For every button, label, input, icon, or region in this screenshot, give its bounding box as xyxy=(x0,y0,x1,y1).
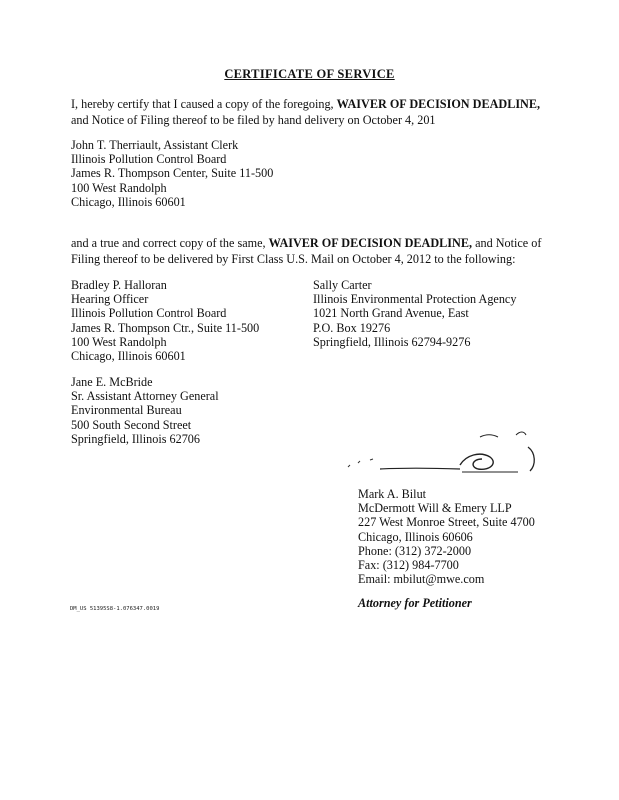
signatory-fax: Fax: (312) 984-7700 xyxy=(358,557,459,572)
certification-text-end: and Notice of Filing thereof to be filed by hand delivery on October 4, 201 xyxy=(71,112,436,127)
signatory-name: Mark A. Bilut xyxy=(358,487,427,501)
address-line: 500 South Second Street xyxy=(71,417,192,432)
address-line: Illinois Pollution Control Board xyxy=(71,306,227,321)
certification-paragraph xyxy=(71,97,549,128)
address-line: P.O. Box 19276 xyxy=(313,320,391,335)
document-name-bold: WAIVER OF DECISION DEADLINE, xyxy=(268,236,473,250)
clerk-address-block xyxy=(71,138,273,209)
recipient-carter-block xyxy=(313,278,516,349)
recipient-halloran-block xyxy=(71,278,259,363)
signatory-email: Email: mbilut@mwe.com xyxy=(358,572,485,587)
service-text-start: and a true and correct copy of the same, xyxy=(71,236,269,250)
document-code: DM_US 51395S8-1.076347.0019 xyxy=(70,606,160,612)
service-paragraph xyxy=(71,236,549,267)
address-line: Jane E. McBride xyxy=(71,375,153,389)
address-line: Springfield, Illinois 62794-9276 xyxy=(313,334,471,349)
document-title: CERTIFICATE OF SERVICE xyxy=(224,67,395,81)
signatory-city: Chicago, Illinois 60606 xyxy=(358,529,473,544)
address-line: Hearing Officer xyxy=(71,292,149,307)
address-line: 1021 North Grand Avenue, East xyxy=(313,306,469,321)
address-line: James R. Thompson Center, Suite 11-500 xyxy=(71,166,274,181)
service-text-end: and Notice of Filing thereof to be delivered by First Class U.S. Mail on October 4, 2012 to the following: xyxy=(71,236,542,266)
address-line: Sally Carter xyxy=(313,278,372,292)
address-line: Illinois Environmental Protection Agency xyxy=(313,292,517,307)
address-line: Illinois Pollution Control Board xyxy=(71,152,227,167)
signatory-block xyxy=(358,487,535,586)
address-line: 100 West Randolph xyxy=(71,180,167,195)
signatory-phone: Phone: (312) 372-2000 xyxy=(358,543,472,558)
recipient-mcbride-block xyxy=(71,375,219,446)
address-line: Chicago, Illinois 60601 xyxy=(71,194,186,209)
address-line: 100 West Randolph xyxy=(71,334,167,349)
signature-drawing xyxy=(340,425,550,481)
address-line: Chicago, Illinois 60601 xyxy=(71,348,186,363)
address-line: Bradley P. Halloran xyxy=(71,278,167,292)
signatory-firm: McDermott Will & Emery LLP xyxy=(358,501,512,516)
address-line: Springfield, Illinois 62706 xyxy=(71,431,200,446)
address-line: Environmental Bureau xyxy=(71,403,182,418)
attorney-for-petitioner: Attorney for Petitioner xyxy=(358,596,472,610)
certification-text-start: I, hereby certify that I caused a copy of the foregoing, xyxy=(71,97,337,111)
address-line: John T. Therriault, Assistant Clerk xyxy=(71,138,239,152)
document-name-bold: WAIVER OF DECISION DEADLINE, xyxy=(336,97,541,111)
address-line: Sr. Assistant Attorney General xyxy=(71,389,219,404)
address-line: James R. Thompson Ctr., Suite 11-500 xyxy=(71,320,260,335)
signatory-address: 227 West Monroe Street, Suite 4700 xyxy=(358,515,535,530)
handwritten-signature xyxy=(340,425,550,481)
